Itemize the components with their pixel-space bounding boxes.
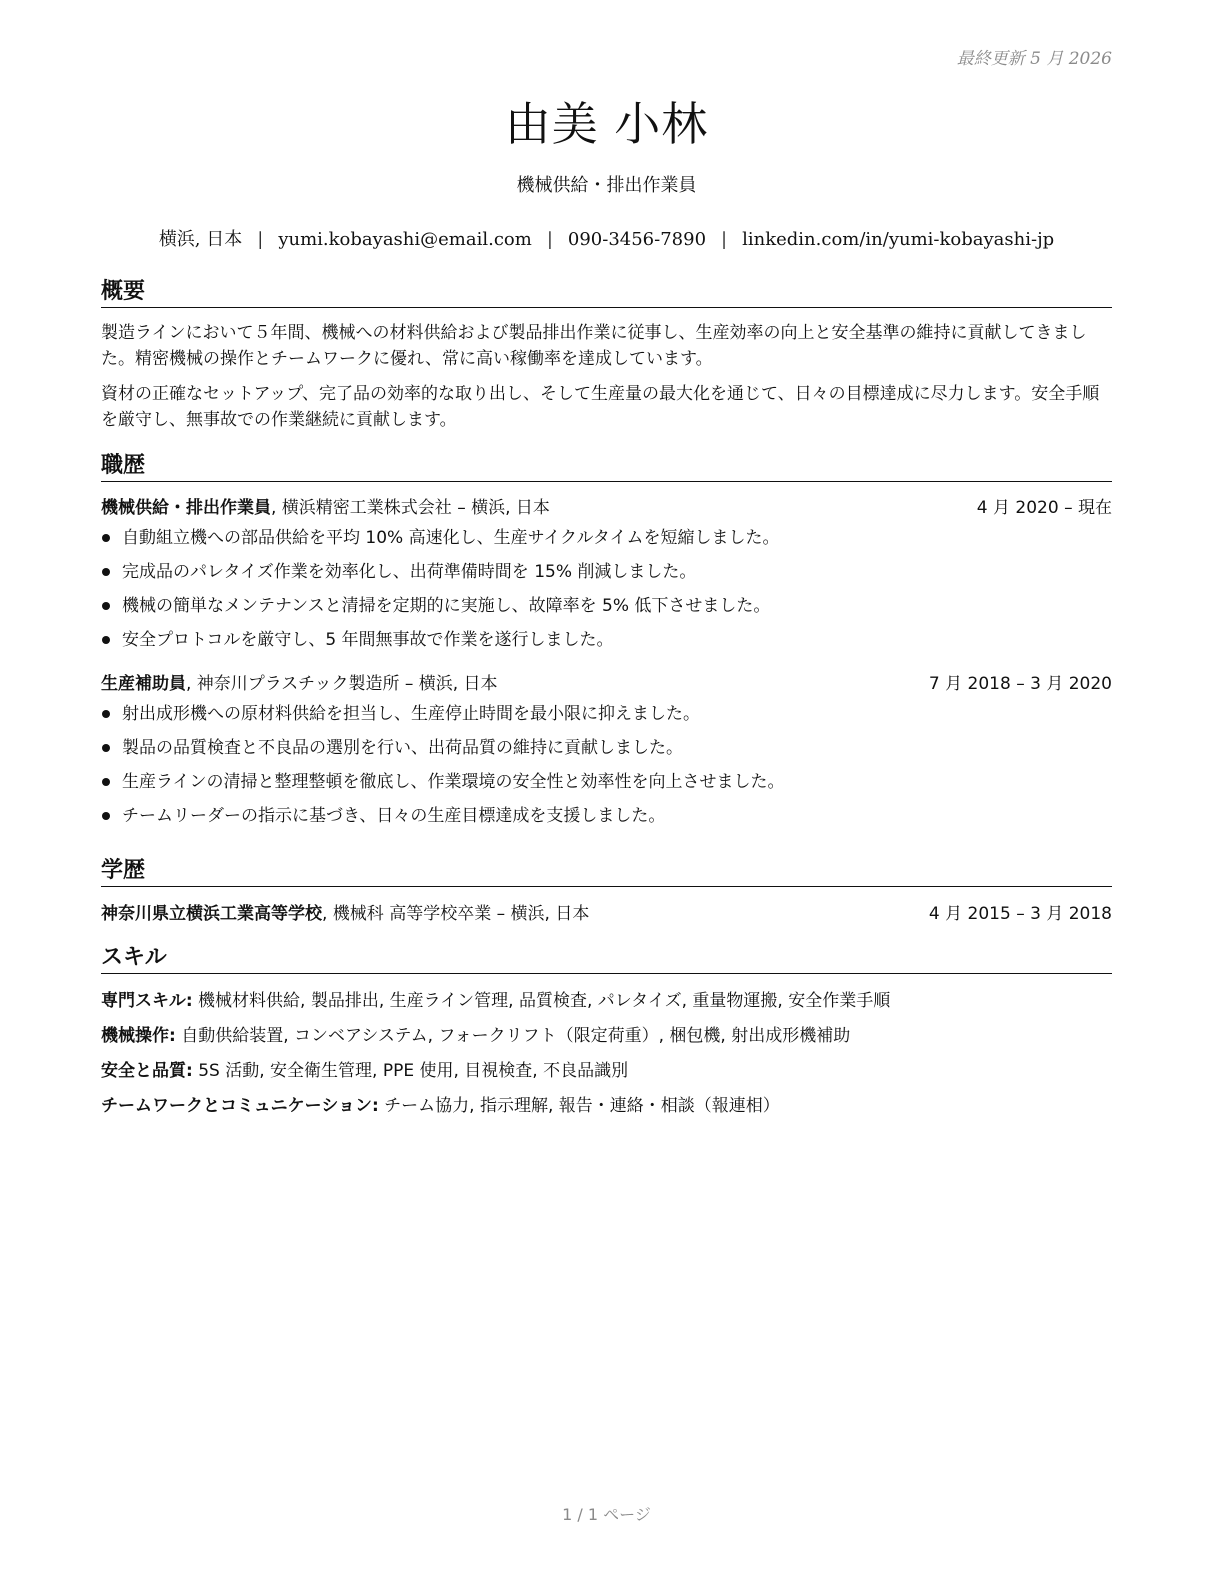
skills-list xyxy=(101,984,1112,1124)
job-bullets xyxy=(101,697,1112,833)
skill-line xyxy=(101,1089,1112,1124)
bullet-icon xyxy=(102,778,110,786)
education-section xyxy=(101,857,1112,927)
job-bullet: 生産ラインの清掃と整理整頓を徹底し、作業環境の安全性と効率性を向上させました。 xyxy=(101,765,1112,799)
job-company-location: , 横浜精密工業株式会社 – 横浜, 日本 xyxy=(271,498,550,518)
section-title-experience: 職歴 xyxy=(101,452,1112,482)
skill-line xyxy=(101,1054,1112,1089)
summary-paragraph: 資材の正確なセットアップ、完了品の効率的な取り出し、そして生産量の最大化を通じて、日々の目標達成に尽力します。安全手順を厳守し、無事故での作業継続に貢献します。 xyxy=(101,384,1100,430)
candidate-name: 由美 小林 xyxy=(504,97,709,151)
page-indicator: 1 / 1 ページ xyxy=(562,1505,651,1524)
job-company-location: , 神奈川プラスチック製造所 – 横浜, 日本 xyxy=(186,674,498,694)
summary-paragraph: 製造ラインにおいて５年間、機械への材料供給および製品排出作業に従事し、生産効率の向上と安全基準の維持に貢献してきました。精密機械の操作とチームワークに優れ、常に高い稼働率を達成しています。 xyxy=(101,323,1087,369)
job-bullet: 安全プロトコルを厳守し、5 年間無事故で作業を遂行しました。 xyxy=(101,623,1112,657)
bullet-icon xyxy=(102,636,110,644)
skill-label: 専門スキル: xyxy=(101,991,193,1011)
bullet-icon xyxy=(102,744,110,752)
resume-page xyxy=(101,0,1112,1584)
contact-linkedin[interactable]: linkedin.com/in/yumi-kobayashi-jp xyxy=(742,229,1055,250)
summary-section xyxy=(101,278,1112,433)
education-entry xyxy=(101,901,1112,927)
skill-value: チーム協力, 指示理解, 報告・連絡・相談（報連相） xyxy=(378,1096,780,1116)
contact-phone: 090-3456-7890 xyxy=(567,229,707,250)
skill-value: 機械材料供給, 製品排出, 生産ライン管理, 品質検査, パレタイズ, 重量物運搬, 安全作業手順 xyxy=(192,991,891,1011)
skill-label: 安全と品質: xyxy=(101,1061,193,1081)
job-bullet: 自動組立機への部品供給を平均 10% 高速化し、生産サイクルタイムを短縮しました。 xyxy=(101,521,1112,555)
contact-separator: | xyxy=(257,229,264,250)
bullet-icon xyxy=(102,534,110,542)
skill-value: 5S 活動, 安全衛生管理, PPE 使用, 目視検査, 不良品識別 xyxy=(192,1061,629,1081)
section-title-skills: スキル xyxy=(101,944,1112,974)
job-bullet: チームリーダーの指示に基づき、日々の生産目標達成を支援しました。 xyxy=(101,799,1112,833)
education-detail: , 機械科 高等学校卒業 – 横浜, 日本 xyxy=(322,904,590,924)
job-bullet: 機械の簡単なメンテナンスと清掃を定期的に実施し、故障率を 5% 低下させました。 xyxy=(101,589,1112,623)
job-header xyxy=(101,671,1112,697)
job-bullets xyxy=(101,521,1112,657)
bullet-icon xyxy=(102,812,110,820)
job-bullet: 完成品のパレタイズ作業を効率化し、出荷準備時間を 15% 削減しました。 xyxy=(101,555,1112,589)
contact-separator: | xyxy=(721,229,728,250)
job-title: 機械供給・排出作業員 xyxy=(516,175,697,196)
job-bullet: 製品の品質検査と不良品の選別を行い、出荷品質の維持に貢献しました。 xyxy=(101,731,1112,765)
education-dates: 4 月 2015 – 3 月 2018 xyxy=(928,904,1112,924)
bullet-icon xyxy=(102,710,110,718)
job-role: 機械供給・排出作業員 xyxy=(101,498,271,518)
skill-line xyxy=(101,1019,1112,1054)
bullet-icon xyxy=(102,568,110,576)
skills-section xyxy=(101,944,1112,1124)
skill-label: チームワークとコミュニケーション: xyxy=(101,1096,379,1116)
contact-line xyxy=(101,225,1112,251)
job-entry xyxy=(101,671,1112,833)
contact-location: 横浜, 日本 xyxy=(158,229,243,250)
experience-section xyxy=(101,452,1112,833)
job-role: 生産補助員 xyxy=(101,674,186,694)
job-bullet: 射出成形機への原材料供給を担当し、生産停止時間を最小限に抑えました。 xyxy=(101,697,1112,731)
job-header xyxy=(101,495,1112,521)
job-dates: 4 月 2020 – 現在 xyxy=(976,498,1112,518)
skill-label: 機械操作: xyxy=(101,1026,176,1046)
section-title-summary: 概要 xyxy=(101,278,1112,308)
bullet-icon xyxy=(102,602,110,610)
job-entry xyxy=(101,495,1112,657)
school-name: 神奈川県立横浜工業高等学校 xyxy=(101,904,322,924)
skill-value: 自動供給装置, コンベアシステム, フォークリフト（限定荷重）, 梱包機, 射出成形機補助 xyxy=(175,1026,851,1046)
job-dates: 7 月 2018 – 3 月 2020 xyxy=(928,674,1112,694)
contact-separator: | xyxy=(546,229,553,250)
contact-email[interactable]: yumi.kobayashi@email.com xyxy=(278,229,532,250)
skill-line xyxy=(101,984,1112,1019)
last-updated: 最終更新 5 月 2026 xyxy=(956,49,1112,69)
section-title-education: 学歴 xyxy=(101,857,1112,887)
